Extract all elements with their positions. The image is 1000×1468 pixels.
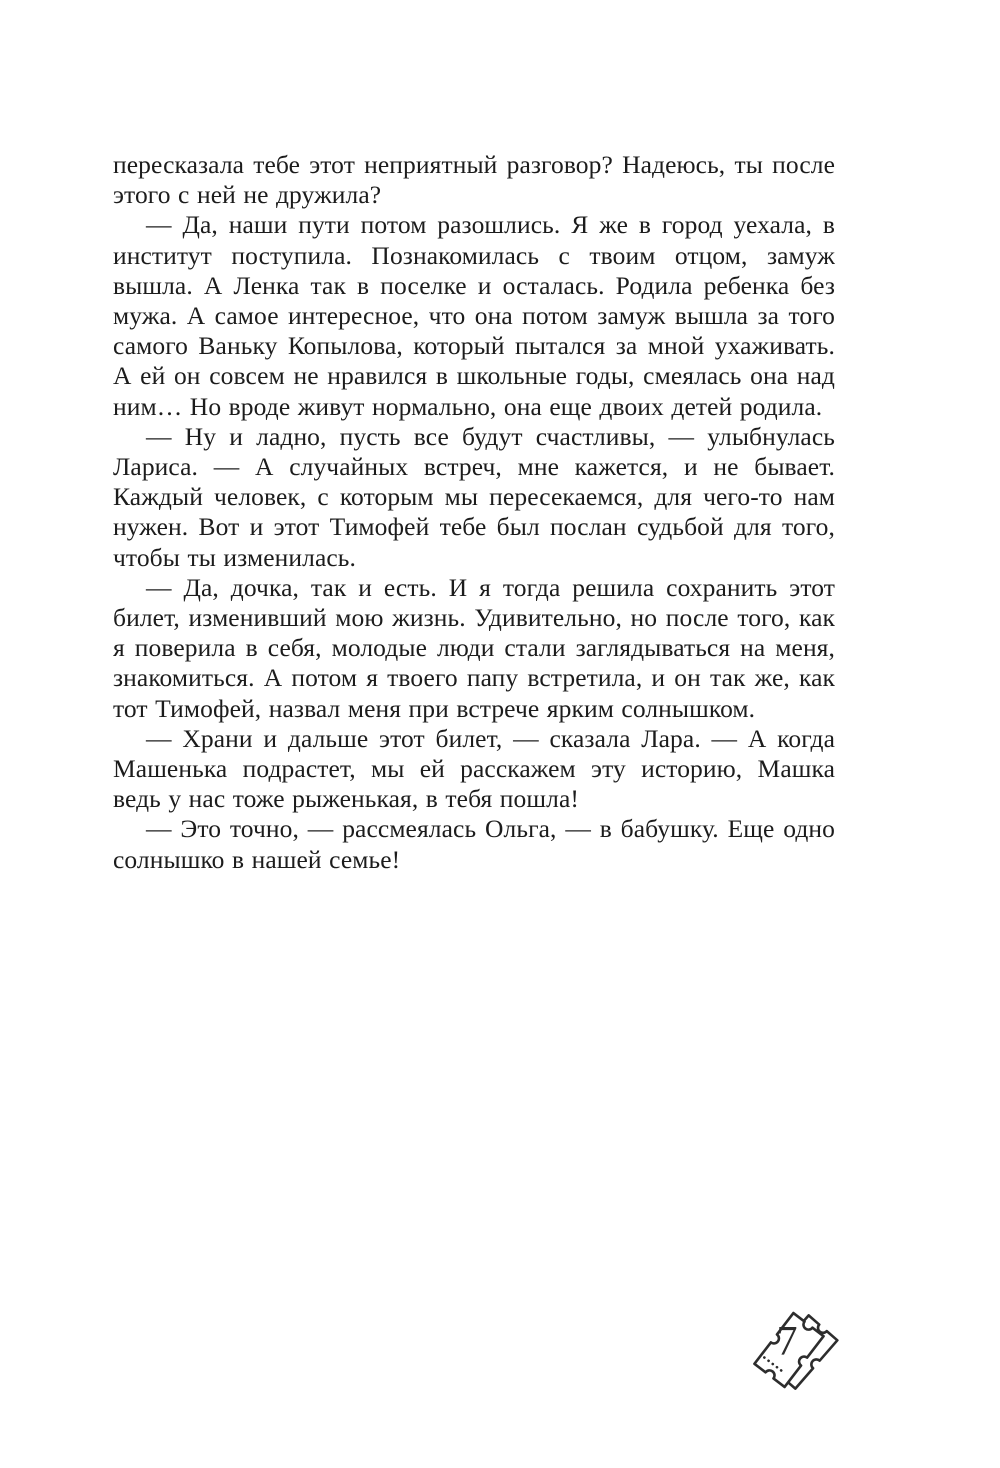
ticket-icon <box>733 1281 865 1413</box>
paragraph: — Это точно, — рассмеялась Ольга, — в бабушку. Еще одно солнышко в нашей семье! <box>113 814 835 874</box>
paragraph: — Да, дочка, так и есть. И я тогда решила сохранить этот билет, изменивший мою жизнь. Удивительно, но после того, как я поверила в себя, молодые люди стали заглядываться на меня, знакомиться. А потом я твоего папу встретила, и он так же, как тот Тимофей, назвал меня при встрече ярким солнышком. <box>113 572 835 723</box>
paragraph: — Храни и дальше этот билет, — сказала Лара. — А когда Машенька подрастет, мы ей расскажем эту историю, Машка ведь у нас тоже рыженькая, в тебя пошла! <box>113 723 835 814</box>
paragraph: — Ну и ладно, пусть все будут счастливы, — улыбнулась Лариса. — А случайных встреч, мне кажется, и не бывает. Каждый человек, с которым мы пересекаемся, для чего-то нам нужен. Вот и этот Тимофей тебе был послан судьбой для того, чтобы ты изменилась. <box>113 421 835 572</box>
page-text <box>113 150 835 875</box>
paragraph: — Да, наши пути потом разошлись. Я же в город уехала, в институт поступила. Познакомилась с твоим отцом, замуж вышла. А Ленка так в поселке и осталась. Родила ребенка без мужа. А самое интересное, что она потом замуж вышла за того самого Ваньку Копылова, который пытался за мной ухаживать. А ей он совсем не нравился в школьные годы, смеялась она над ним… Но вроде живут нормально, она еще двоих детей родила. <box>113 210 835 421</box>
paragraph: пересказала тебе этот неприятный разговор? Надеюсь, ты после этого с ней не дружила? <box>113 150 835 210</box>
page-number: 7 <box>776 1319 798 1365</box>
